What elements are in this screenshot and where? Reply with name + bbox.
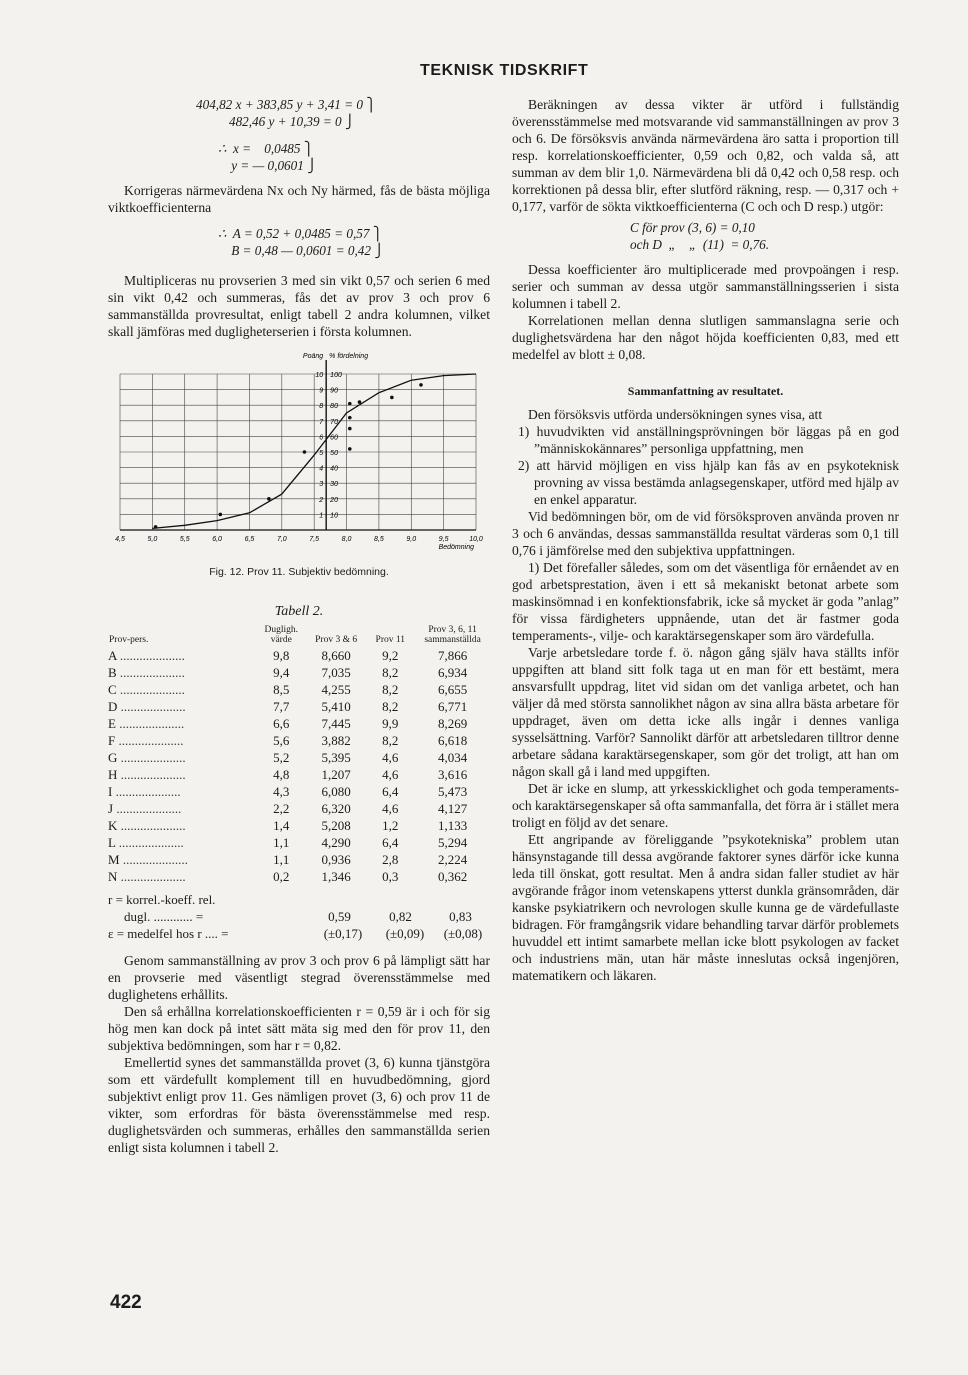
- y-tick-label-poang: 1: [319, 512, 324, 520]
- table-cell: 1,1: [273, 835, 290, 850]
- footer-r-value: 0,83: [449, 909, 472, 924]
- y-tick-label-poang: 6: [319, 434, 324, 442]
- data-point: [267, 497, 271, 501]
- data-point: [419, 383, 423, 387]
- equation-line: B = 0,48 — 0,0601 = 0,42 ⎭: [218, 243, 385, 258]
- equation-line: och D „ „ (11) = 0,76.: [630, 237, 770, 252]
- x-tick-label: 5,5: [179, 536, 190, 543]
- table-row: [108, 800, 488, 817]
- row-label: M ....................: [108, 852, 188, 867]
- table-cell: 8,2: [382, 665, 399, 680]
- data-point: [390, 396, 394, 400]
- table-cell: 5,2: [273, 750, 290, 765]
- table-cell: 7,445: [321, 716, 351, 731]
- figure-12: [108, 352, 490, 562]
- y-tick-label-percent: 90: [330, 387, 338, 395]
- table-cell: 6,6: [273, 716, 290, 731]
- y-tick-label-percent: 10: [330, 512, 338, 520]
- x-tick-label: 4,5: [115, 536, 125, 543]
- equation-line: y = — 0,0601 ⎭: [218, 158, 318, 173]
- row-label: K ....................: [108, 818, 186, 833]
- table-cell: 6,618: [437, 733, 468, 748]
- table-cell: 1,4: [273, 818, 290, 833]
- table-cell: 8,2: [382, 733, 399, 748]
- y-tick-label-percent: 30: [330, 481, 338, 489]
- table-row: [108, 868, 488, 885]
- table-row: [108, 834, 488, 851]
- table-cell: 1,2: [382, 818, 399, 833]
- table-row: [108, 817, 488, 834]
- y-axis-label-percent: % fördelning: [329, 353, 369, 360]
- footer-e-label: ε = medelfel hos r .... =: [108, 926, 229, 941]
- row-label: B ....................: [108, 665, 185, 680]
- table-cell: 0,3: [382, 869, 399, 884]
- x-tick-label: 6,0: [212, 536, 222, 543]
- table-cell: 5,410: [321, 699, 351, 714]
- table-header-row: [108, 624, 488, 647]
- table-footer: [108, 891, 490, 942]
- table-cell: 7,7: [273, 699, 290, 714]
- table-cell: 4,034: [437, 750, 468, 765]
- y-axis-label-poang: Poäng: [302, 353, 324, 360]
- row-label: H ....................: [108, 767, 186, 782]
- y-tick-label-poang: 10: [315, 372, 324, 379]
- paragraph: Den så erhållna korrelationskoefficienten r = 0,59 är i och för sig hög men kan dock på intet sätt mäta sig med den för prov 11, den subjektiva bedömningen, som har r = 0,82.: [108, 1004, 490, 1053]
- col-header: Prov 3, 6, 11 sammanställda: [424, 625, 481, 645]
- table-cell: 4,6: [382, 801, 399, 816]
- table-cell: 4,6: [382, 750, 399, 765]
- footer-r-label: r = korrel.-koeff. rel.: [108, 892, 216, 907]
- equation-system-2: [108, 140, 490, 174]
- equation-line: ∴ x = 0,0485 ⎫: [218, 141, 314, 156]
- sigmoid-chart: [108, 352, 490, 562]
- table-cell: 8,5: [273, 682, 290, 697]
- x-tick-label: 8,0: [341, 536, 352, 543]
- y-tick-label-percent: 40: [330, 465, 338, 473]
- table-cell: 0,936: [321, 852, 351, 867]
- table-row: [108, 766, 488, 783]
- table-cell: 9,4: [273, 665, 290, 680]
- table-cell: 9,8: [273, 648, 290, 663]
- table-cell: 6,934: [437, 665, 468, 680]
- y-tick-label-percent: 20: [330, 496, 338, 504]
- left-column: [108, 96, 490, 1156]
- table-cell: 0,2: [273, 869, 290, 884]
- equation-system-3: [108, 225, 490, 259]
- x-tick-label: 6,5: [244, 536, 255, 543]
- footer-r-value: 0,82: [389, 909, 412, 924]
- table-cell: 5,208: [321, 818, 351, 833]
- table-cell: 9,2: [382, 648, 399, 663]
- paragraph: Den försöksvis utförda undersökningen synes visa, att: [528, 407, 823, 422]
- y-tick-label-poang: 5: [319, 450, 324, 457]
- paragraph: Det är icke en slump, att yrkesskicklighet och goda temperaments- och karaktärsegenskaper så ofta sammanfalla, det förra är i stället mera troligt en följd av det senare.: [512, 781, 899, 830]
- col-header: Prov 3 & 6: [315, 635, 358, 645]
- x-tick-label: 10,0: [469, 536, 483, 543]
- row-label: A ....................: [108, 648, 185, 663]
- footer-r-value: 0,59: [328, 909, 351, 924]
- x-tick-label: 7,0: [276, 536, 287, 543]
- paragraph: 1) Det förefaller således, som om det väsentliga för ernåendet av en god arbetsprestation, även i ett så mekaniskt betonat arbete som maskinsömnad i en konfektionsfabrik, icke så mycket är goda ”anlag” för vissa färdigheters uppnående, utan det är fastmer goda temperaments-, vilje- och karaktärsegenskaper som äro värdefulla.: [512, 560, 899, 643]
- table-cell: 1,133: [437, 818, 468, 833]
- row-label: I ....................: [108, 784, 181, 799]
- table-cell: 6,4: [382, 784, 399, 799]
- footer-r-row: [108, 908, 490, 925]
- table-row: [108, 681, 488, 698]
- paragraph: Beräkningen av dessa vikter är utförd i fullständig överensstämmelse med motsvarande vid sammanställningen av prov 3 och 6. De försöksvis använda närmevärdena äro satta i proportion till resp. korrelationskoefficienter, 0,59 och 0,82, och valda så, att summan av dem blir 1,0. Närmevärdena bli då 0,42 och 0,58 resp. och korrektionen på dessa blir, efter slutförd räkning, resp. — 0,317 och + 0,177, varför de sökta viktkoefficienterna (C och och D resp.) utgör:: [512, 97, 899, 214]
- col-header: Prov 11: [375, 635, 406, 645]
- table-2: [108, 624, 488, 885]
- row-label: N ....................: [108, 869, 186, 884]
- data-point: [303, 450, 307, 454]
- paragraph: Vid bedömningen bör, om de vid försöksproven använda proven nr 3 och 6 användas, dessas sammanställda resultat värderas som 0,1 till 0,76 i jämförelse med den subjektiva uppfattningen.: [512, 509, 899, 558]
- table-cell: 4,6: [382, 767, 399, 782]
- table-cell: 4,127: [437, 801, 468, 816]
- list-item: 1) huvudvikten vid anställningsprövningen bör läggas på en god ”människokännares” personliga uppfattning, men: [518, 424, 899, 456]
- table-cell: 2,2: [273, 801, 290, 816]
- table-row: [108, 783, 488, 800]
- table-cell: 5,294: [437, 835, 468, 850]
- y-tick-label-poang: 8: [319, 403, 324, 411]
- table-cell: 8,2: [382, 682, 399, 697]
- table-cell: 2,224: [437, 852, 468, 867]
- table-cell: 5,473: [437, 784, 468, 799]
- paragraph: Varje arbetsledare torde f. ö. någon gång själv hava ställts inför uppgiften att bland sitt folk taga ut en man för ett bestämt, mera ansvarsfullt uppdrag, litet vid sidan om det vanliga arbetet, och han väljer då med största sannolikhet någon av sina allra bästa arbetare för uppdraget, även om detta icke alls ingår i dennes vanliga sysselsättning. Varför? Sannolikt därför att arbetsledaren tilltror denne arbetare sådana karaktärsegenskaper, som gör det troligt, att han om någon skall gå i land med uppgiften.: [512, 645, 899, 779]
- paragraph: Emellertid synes det sammanställda provet (3, 6) kunna tjänstgöra som ett värdefullt komplement till en huvudbedömning, gjord subjektivt enligt prov 11. Ges nämligen provet (3, 6) och prov 11 de vikter, som erfordras för bästa överensstämmelse med resp. duglighetsvärden och summeras, erhålles den sammanställda serien enligt sista kolumnen i tabell 2.: [108, 1055, 490, 1155]
- table-cell: 4,8: [273, 767, 290, 782]
- journal-title: TEKNISK TIDSKRIFT: [420, 62, 589, 79]
- equation-coefficients: [512, 219, 899, 253]
- section-heading: Sammanfattning av resultatet.: [627, 384, 784, 398]
- y-tick-label-percent: 50: [330, 450, 338, 457]
- data-point: [348, 416, 352, 420]
- row-label: D ....................: [108, 699, 186, 714]
- footer-e-value: (±0,09): [385, 926, 425, 941]
- table-cell: 7,866: [437, 648, 468, 663]
- equation-system-1: [108, 96, 490, 130]
- x-axis-label: Bedömning: [438, 544, 474, 551]
- table-cell: 7,035: [321, 665, 351, 680]
- table-cell: 6,4: [382, 835, 399, 850]
- table-cell: 6,320: [321, 801, 351, 816]
- data-point: [348, 427, 352, 431]
- footer-r-label2: dugl. ............ =: [124, 909, 204, 924]
- table-row: [108, 698, 488, 715]
- row-label: G ....................: [108, 750, 186, 765]
- table-cell: 8,269: [437, 716, 468, 731]
- y-tick-label-percent: 100: [330, 372, 342, 379]
- y-tick-label-poang: 4: [319, 465, 324, 473]
- table-cell: 1,207: [321, 767, 351, 782]
- table-cell: 1,1: [273, 852, 290, 867]
- table-cell: 3,616: [437, 767, 468, 782]
- table-cell: 4,290: [321, 835, 351, 850]
- right-column: [512, 96, 899, 984]
- data-point: [219, 513, 223, 517]
- y-tick-label-poang: 7: [319, 418, 324, 426]
- y-tick-label-percent: 70: [330, 418, 338, 426]
- y-tick-label-poang: 2: [319, 496, 324, 504]
- table-row: [108, 749, 488, 766]
- row-label: E ....................: [108, 716, 185, 731]
- row-label: L ....................: [108, 835, 184, 850]
- row-label: J ....................: [108, 801, 182, 816]
- table-cell: 3,882: [321, 733, 351, 748]
- table-body: [108, 647, 488, 885]
- equation-line: C för prov (3, 6) = 0,10: [630, 220, 755, 235]
- y-tick-label-percent: 80: [330, 403, 338, 411]
- paragraph: Korrelationen mellan denna slutligen sammanslagna serie och duglighetsvärdena har den något höjda koefficienten 0,83, med ett medelfel av blott ± 0,08.: [512, 313, 899, 362]
- paragraph: Dessa koefficienter äro multiplicerade med provpoängen i resp. serier och summan av dessa utgör sammanställningsserien i sista kolumnen i tabell 2.: [512, 262, 899, 311]
- row-label: F ....................: [108, 733, 184, 748]
- table-row: [108, 647, 488, 664]
- data-point: [154, 525, 158, 529]
- paragraph: Ett angripande av föreliggande ”psykotekniska” problem utan hänsynstagande till dessa avgörande faktorer synes därför icke kunna leda till önskat, gott resultat. Men å andra sidan faller studiet av här avgörande frågor inom vetenskapens ytterst dunkla gränsområden, där kanske psykiatrikern och nevrologen skulle kunna ge de värdefullaste bidragen. För framgångsrik vidare behandling tarvar därför problemets huvuddel ett intimt samarbete mellan icke blott psykologen av facket och industriens män, utan här måste inneslutas också ingenjören, matematikern och läkaren.: [512, 832, 899, 983]
- table-cell: 8,660: [321, 648, 351, 663]
- table-row: [108, 664, 488, 681]
- y-tick-label-poang: 9: [319, 387, 324, 395]
- table-cell: 4,255: [321, 682, 351, 697]
- x-tick-label: 8,5: [374, 536, 384, 543]
- figure-caption: Fig. 12. Prov 11. Subjektiv bedömning.: [209, 566, 389, 578]
- equation-line: 404,82 x + 383,85 y + 3,41 = 0 ⎫: [196, 97, 377, 112]
- page-number: 422: [110, 1292, 142, 1313]
- table-row: [108, 732, 488, 749]
- table-cell: 1,346: [321, 869, 351, 884]
- table-row: [108, 851, 488, 868]
- table-cell: 5,395: [321, 750, 351, 765]
- footer-e-row: [108, 925, 490, 942]
- paragraph: Multipliceras nu provserien 3 med sin vikt 0,57 och serien 6 med sin vikt 0,42 och summeras, fås det av prov 3 och prov 6 sammanställda provresultat, enligt tabell 2 andra kolumnen, vilket skall jämföras med dugligheterserien i första kolumnen.: [108, 273, 490, 339]
- table-cell: 6,771: [437, 699, 468, 714]
- table-cell: 0,362: [437, 869, 468, 884]
- table-cell: 5,6: [273, 733, 290, 748]
- data-point: [348, 402, 352, 406]
- list-item: 2) att härvid möjligen en viss hjälp kan fås av en psykoteknisk provning av vissa bestämda anlagsegenskaper, utförd med hjälp av en enkel apparatur.: [518, 458, 899, 507]
- y-tick-label-percent: 60: [330, 434, 338, 442]
- table-cell: 4,3: [273, 784, 290, 799]
- table-cell: 9,9: [382, 716, 399, 731]
- footer-e-value: (±0,17): [323, 926, 363, 941]
- table-cell: 6,080: [321, 784, 351, 799]
- table-cell: 8,2: [382, 699, 399, 714]
- x-tick-label: 9,0: [406, 536, 417, 543]
- data-point: [348, 447, 352, 451]
- paragraph: Genom sammanställning av prov 3 och prov 6 på lämpligt sätt har en provserie med väsentligt stegrad överensstämmelse med duglighetens erhållits.: [108, 953, 490, 1002]
- table-cell: 6,655: [437, 682, 468, 697]
- paragraph: Korrigeras närmevärdena Nx och Ny härmed, fås de bästa möjliga viktkoefficienterna: [108, 183, 490, 215]
- x-tick-label: 7,5: [309, 536, 320, 543]
- footer-e-value: (±0,08): [443, 926, 483, 941]
- equation-line: 482,46 y + 10,39 = 0 ⎭: [196, 114, 355, 129]
- y-tick-label-poang: 3: [319, 481, 324, 489]
- table-title: Tabell 2.: [274, 604, 324, 619]
- x-tick-label: 9,5: [438, 536, 449, 543]
- table-cell: 2,8: [382, 852, 399, 867]
- table-row: [108, 715, 488, 732]
- col-header: Prov-pers.: [109, 635, 149, 645]
- row-label: C ....................: [108, 682, 185, 697]
- col-header: Dugligh. värde: [264, 625, 299, 645]
- data-point: [358, 400, 362, 404]
- x-tick-label: 5,0: [147, 536, 158, 543]
- equation-line: ∴ A = 0,52 + 0,0485 = 0,57 ⎫: [218, 226, 383, 241]
